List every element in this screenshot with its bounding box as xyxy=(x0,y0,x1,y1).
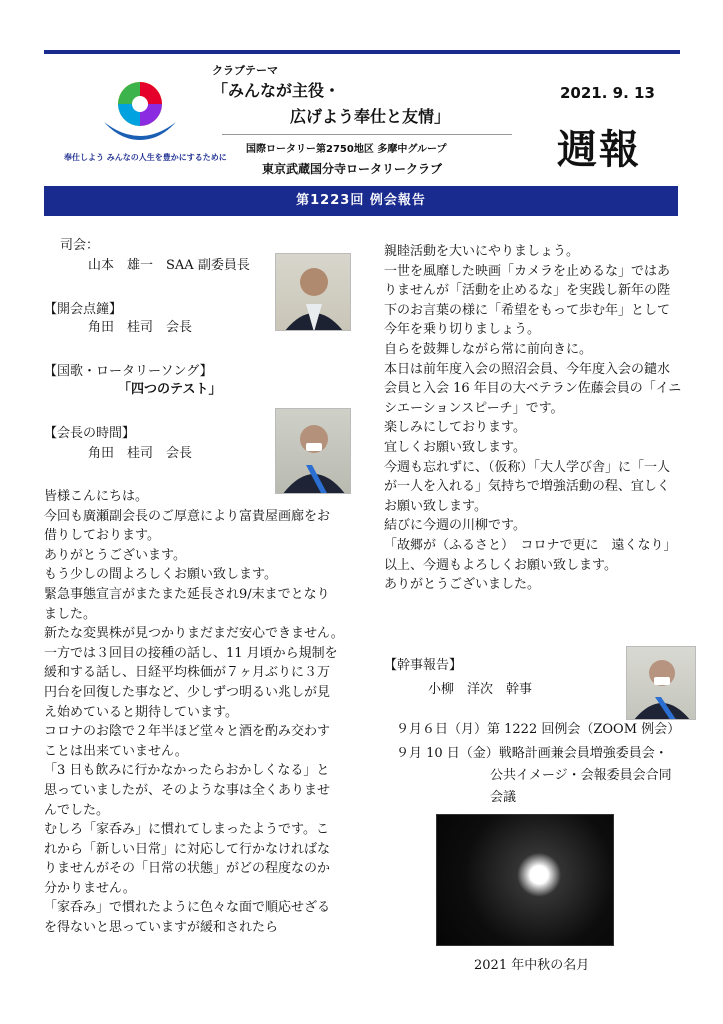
text-line: もう少しの間よろしくお願い致します。 xyxy=(44,567,277,583)
slogan: 奉仕しよう みんなの人生を豊かにするために xyxy=(64,153,227,162)
text-line: 親睦活動を大いにやりましょう。 xyxy=(384,244,580,259)
text-line: れから「新しい日常」に対応して行かなければな xyxy=(44,841,331,857)
issue-date: 2021. 9. 13 xyxy=(560,84,655,102)
text-line: ありがとうございました。 xyxy=(384,577,541,593)
rotary-logo xyxy=(100,78,180,148)
secretary-report-label: 【幹事報告】 xyxy=(384,658,463,673)
mc-name: 山本 雄一 SAA 副委員長 xyxy=(88,258,250,273)
theme-label: クラブテーマ xyxy=(212,64,278,77)
text-line: 円台を回復した事など、少しずつ明るい兆しが見 xyxy=(44,684,331,700)
president-message-right xyxy=(384,242,684,595)
mc-photo xyxy=(275,253,351,331)
harvest-moon-photo xyxy=(436,814,614,946)
president-time-label: 【会長の時間】 xyxy=(44,426,136,441)
text-line: ありがとうございます。 xyxy=(44,547,186,563)
text-line: を得ないと思っていますが緩和されたら xyxy=(44,920,279,936)
photo-caption: 2021 年中秋の名月 xyxy=(474,958,590,973)
text-line: 会員と入会 16 年目の大ベテラン佐藤会員の「イニ xyxy=(384,381,682,397)
theme-line-2: 広げよう奉仕と友情」 xyxy=(290,107,451,126)
anthem-label: 【国歌・ロータリーソング】 xyxy=(44,364,213,379)
text-line: 宜しくお願い致します。 xyxy=(384,439,526,455)
text-line: 一方では３回目の接種の話し、11 月頃から規制を xyxy=(44,645,338,661)
secretary-name: 小柳 洋次 幹事 xyxy=(428,682,533,697)
secretary-photo xyxy=(626,646,696,720)
title-divider xyxy=(222,134,512,135)
meeting-report-band: 第1223回 例会報告 xyxy=(44,186,678,216)
text-line: お願い致します。 xyxy=(384,498,487,514)
opening-bell-name: 角田 桂司 会長 xyxy=(88,320,193,335)
text-line: 緩和する話し、日経平均株価が７ヶ月ぶりに３万 xyxy=(44,665,331,681)
text-line: シエーションスピーチ」です。 xyxy=(384,400,564,416)
text-line: 分かりません。 xyxy=(44,880,136,896)
text-line: 下のお言葉の様に「希望をもって歩む年」として xyxy=(384,302,671,318)
club-name: 東京武蔵国分寺ロータリークラブ xyxy=(262,162,443,176)
text-line: 自らを鼓舞しながら常に前向きに。 xyxy=(384,341,593,357)
district-label: 国際ロータリー第2750地区 多摩中グループ xyxy=(246,144,447,155)
text-line: え始めていると期待しています。 xyxy=(44,704,238,720)
text-line: 結びに今週の川柳です。 xyxy=(384,518,526,534)
report-item-1: ９月６日（月）第 1222 回例会（ZOOM 例会） xyxy=(396,722,681,737)
header-top-rule xyxy=(44,50,680,54)
text-line: 今回も廣瀬副会長のご厚意により富貴屋画廊をお xyxy=(44,508,331,524)
text-line: が一人を入れる」気持ちで増強活動の程、宜しく xyxy=(384,479,670,495)
report-item-2: ９月 10 日（金）戦略計画兼会員増強委員会・ xyxy=(396,746,668,761)
weekly-title: 週報 xyxy=(557,127,641,173)
text-line: むしろ「家呑み」に慣れてしまったようです。こ xyxy=(44,822,329,838)
mc-label: 司会： xyxy=(60,238,100,253)
text-line: ました。 xyxy=(44,606,97,622)
text-line: 本日は前年度入会の照沼会員、今年度入会の鑓水 xyxy=(384,361,671,377)
text-line: 「故郷が（ふるさと） コロナで更に 遠くなり」 xyxy=(384,537,677,553)
opening-bell-label: 【開会点鐘】 xyxy=(44,302,123,317)
president-message-left xyxy=(44,487,354,938)
theme-line-1: 「みんなが主役・ xyxy=(212,81,341,100)
text-line: コロナのお陰で２年半ほど堂々と酒を酌み交わす xyxy=(44,724,331,740)
text-line: 今年を乗り切りましょう。 xyxy=(384,322,541,338)
president-photo xyxy=(275,408,351,494)
text-line: りませんが「活動を止めるな」を実践し新年の陛 xyxy=(384,283,671,299)
report-item-2-cont: 公共イメージ・会報委員会合同 xyxy=(490,768,672,783)
text-line: りませんがその「日常の状態」がどの程度なのか xyxy=(44,861,331,877)
report-item-2-cont2: 会議 xyxy=(490,790,517,805)
president-name: 角田 桂司 会長 xyxy=(88,446,193,461)
text-line: 思っていましたが、そのような事は全くありませ xyxy=(44,782,331,798)
text-line: 楽しみにしております。 xyxy=(384,420,526,436)
text-line: 新たな変異株が見つかりまだまだ安心できません。 xyxy=(44,626,344,642)
text-line: 以上、今週もよろしくお願い致します。 xyxy=(384,557,617,573)
text-line: ことは出来ていません。 xyxy=(44,743,188,759)
text-line: 皆様こんにちは。 xyxy=(44,489,149,504)
text-line: 今週も忘れずに、（仮称）「大人学び舎」に「一人 xyxy=(384,459,671,475)
text-line: 一世を風靡した映画「カメラを止めるな」ではあ xyxy=(384,263,671,279)
text-line: 「3 日も飲みに行かなかったらおかしくなる」と xyxy=(44,763,330,779)
text-line: 借りしております。 xyxy=(44,528,160,544)
anthem-song: 「四つのテスト」 xyxy=(118,382,222,397)
text-line: 緊急事態宣言がまたまた延長され9/末までとなり xyxy=(44,586,330,602)
text-line: 「家呑み」で慣れたように色々な面で順応せざる xyxy=(44,900,331,916)
text-line: んでした。 xyxy=(44,802,110,818)
